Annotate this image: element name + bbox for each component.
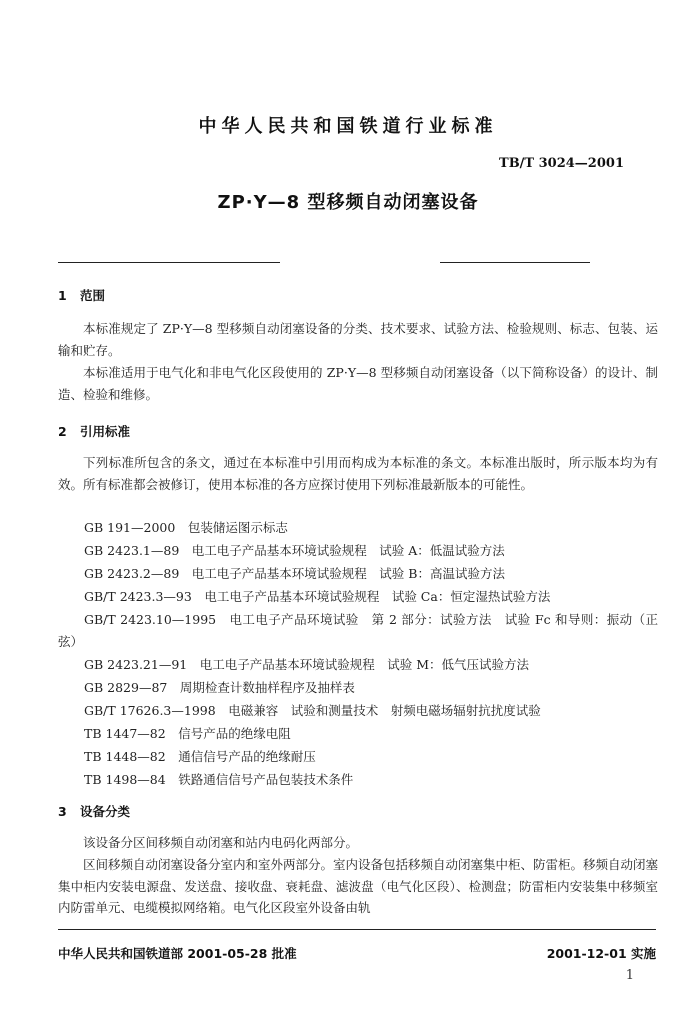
footer-divider xyxy=(58,929,656,930)
paragraph: 本标准适用于电气化和非电气化区段使用的 ZP·Y—8 型移频自动闭塞设备（以下简称设备）的设计、制造、检验和维修。 xyxy=(58,365,658,402)
header-divider-right xyxy=(440,262,590,263)
section-number: 3 xyxy=(58,804,67,819)
reference-item: GB 2423.21—91 电工电子产品基本环境试验规程 试验 M：低气压试验方法 xyxy=(84,657,530,672)
section-title: 设备分类 xyxy=(80,804,131,819)
issuing-organization: 中华人民共和国铁道行业标准 xyxy=(198,116,498,137)
standard-number: TB/T 3024—2001 xyxy=(499,156,624,171)
section-number: 1 xyxy=(58,288,67,303)
reference-item: GB/T 2423.3—93 电工电子产品基本环境试验规程 试验 Ca：恒定湿热试验方法 xyxy=(84,589,551,604)
reference-item: TB 1447—82 信号产品的绝缘电阻 xyxy=(84,726,291,741)
paragraph: 下列标准所包含的条文，通过在本标准中引用而构成为本标准的条文。本标准出版时，所示版本均为有效。所有标准都会被修订，使用本标准的各方应探讨使用下列标准最新版本的可能性。 xyxy=(58,455,658,492)
implementation-date: 2001-12-01 实施 xyxy=(546,946,656,961)
page-number: 1 xyxy=(625,968,634,983)
document-title: ZP·Y—8 型移频自动闭塞设备 xyxy=(217,192,479,213)
reference-item: GB 2423.2—89 电工电子产品基本环境试验规程 试验 B：高温试验方法 xyxy=(84,566,505,581)
reference-item: GB 191—2000 包装储运图示标志 xyxy=(84,520,288,535)
paragraph: 本标准规定了 ZP·Y—8 型移频自动闭塞设备的分类、技术要求、试验方法、检验规则、标志、包装、运输和贮存。 xyxy=(58,321,658,358)
section-number: 2 xyxy=(58,424,67,439)
reference-item: GB 2423.1—89 电工电子产品基本环境试验规程 试验 A：低温试验方法 xyxy=(84,543,505,558)
paragraph: 该设备分区间移频自动闭塞和站内电码化两部分。 xyxy=(83,835,359,850)
section-title: 范围 xyxy=(80,288,106,303)
reference-item: GB/T 2423.10—1995 电工电子产品环境试验 第 2 部分：试验方法 试验 Fc 和导则：振动（正弦） xyxy=(58,612,658,649)
reference-item: GB/T 17626.3—1998 电磁兼容 试验和测量技术 射频电磁场辐射抗扰度试验 xyxy=(84,703,541,718)
header-divider-left xyxy=(58,262,280,263)
section-1-heading xyxy=(58,286,105,304)
reference-item: TB 1448—82 通信信号产品的绝缘耐压 xyxy=(84,749,316,764)
section-3-heading xyxy=(58,802,130,820)
section-title: 引用标准 xyxy=(80,424,131,439)
paragraph: 区间移频自动闭塞设备分室内和室外两部分。室内设备包括移频自动闭塞集中柜、防雷柜。移频自动闭塞集中柜内安装电源盘、发送盘、接收盘、衰耗盘、滤波盘（电气化区段）、检测盘；防雷柜内安装集中移频室内防雷单元、电缆模拟网络箱。电气化区段室外设备由轨 xyxy=(58,857,658,915)
reference-item: TB 1498—84 铁路通信信号产品包装技术条件 xyxy=(84,772,354,787)
section-2-heading xyxy=(58,422,130,440)
approval-note: 中华人民共和国铁道部 2001-05-28 批准 xyxy=(58,946,297,961)
reference-item: GB 2829—87 周期检查计数抽样程序及抽样表 xyxy=(84,680,355,695)
